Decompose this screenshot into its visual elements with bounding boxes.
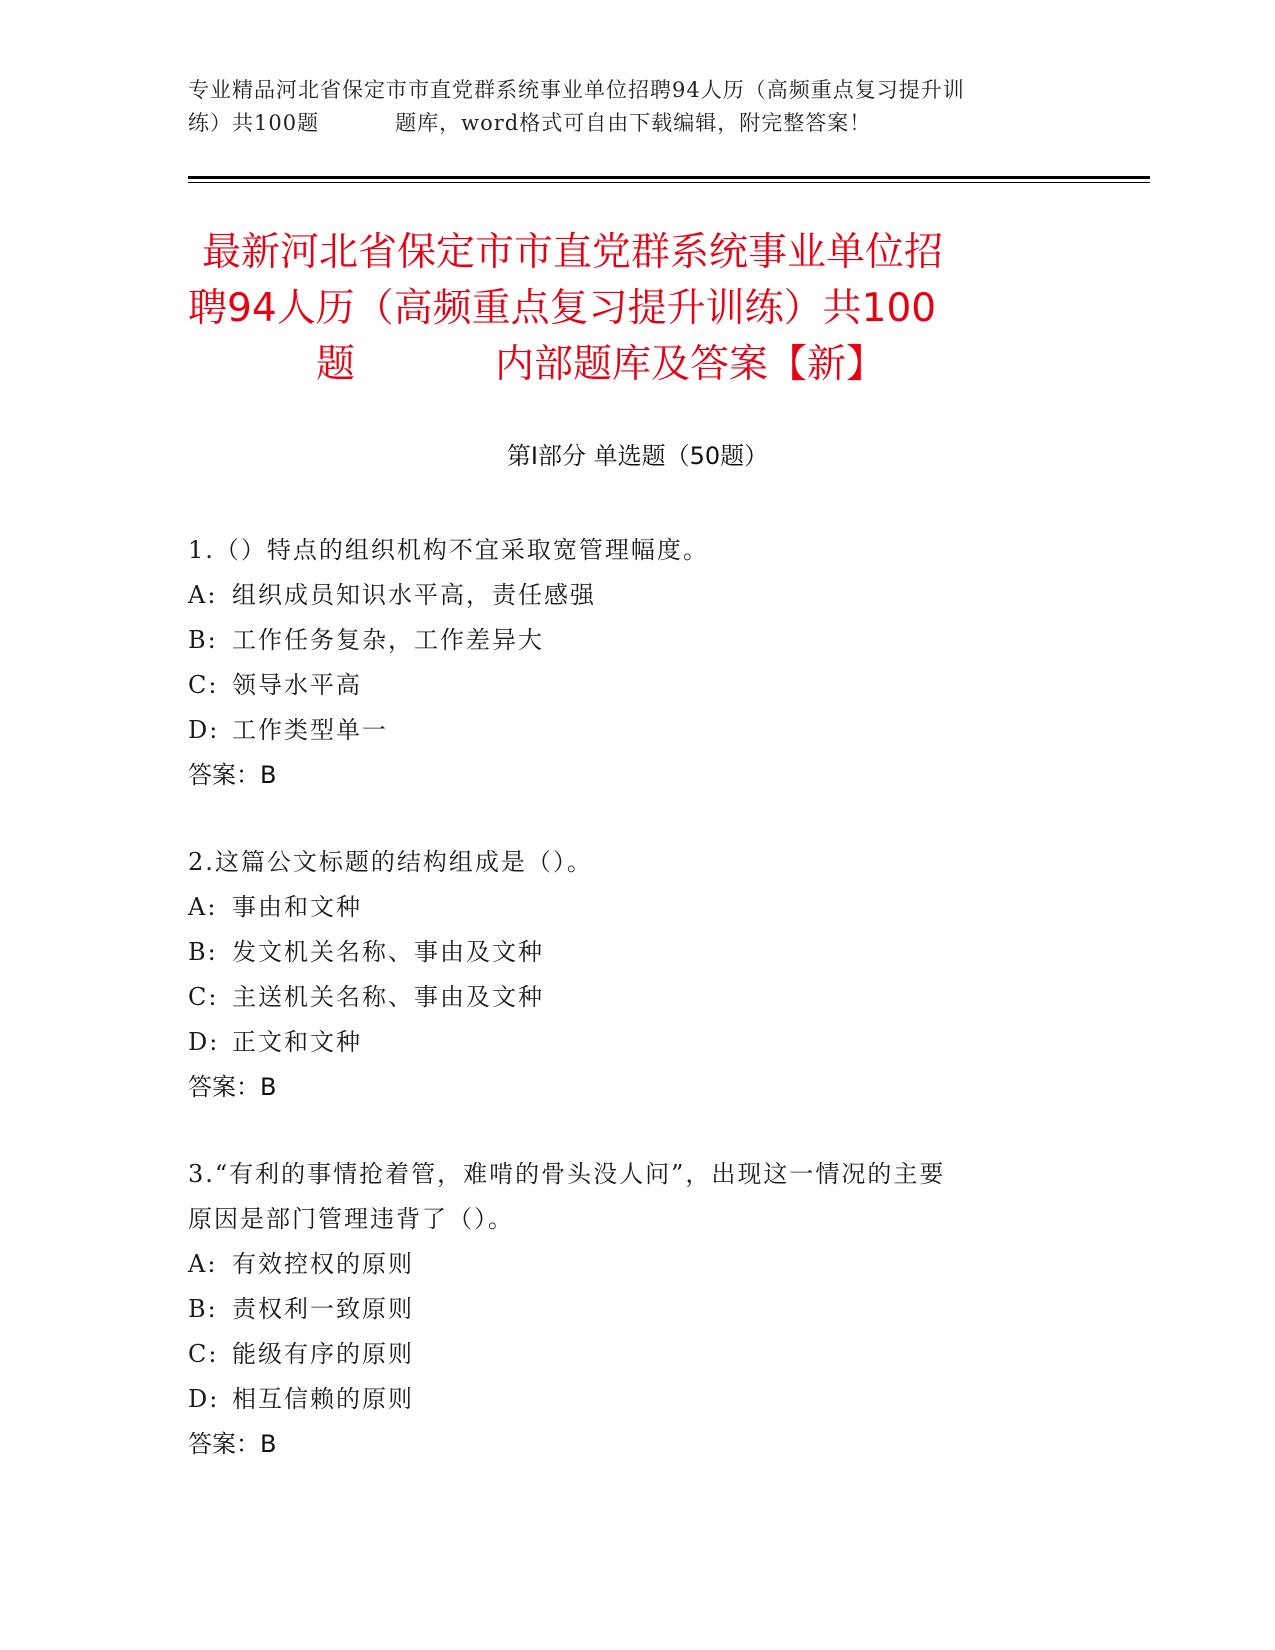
document-title-line-3-a: 题 — [316, 342, 356, 387]
option-text: 责权利一致原则 — [232, 1295, 414, 1323]
option-key: D: — [188, 1385, 220, 1413]
option-key: C: — [188, 983, 219, 1011]
option-text: 有效控权的原则 — [232, 1250, 414, 1278]
header-note-line-2 — [188, 107, 1088, 140]
option-d — [188, 1020, 1088, 1065]
question-item — [188, 528, 1088, 798]
document-title-line-2: 聘94人历（高频重点复习提升训练）共100 — [188, 286, 937, 331]
option-key: C: — [188, 1340, 219, 1368]
option-d — [188, 1377, 1088, 1422]
option-c — [188, 663, 1088, 708]
option-text: 工作类型单一 — [232, 716, 388, 744]
option-key: B: — [188, 626, 218, 654]
question-item — [188, 1152, 1088, 1467]
option-key: C: — [188, 671, 219, 699]
option-key: D: — [188, 1028, 220, 1056]
option-text: 正文和文种 — [232, 1028, 362, 1056]
header-divider-thin — [188, 182, 1150, 183]
header-divider-thick — [188, 176, 1150, 179]
question-stem: 3.“有利的事情抢着管，难啃的骨头没人问”，出现这一情况的主要 — [188, 1160, 946, 1188]
document-title-line-3-b: 内部题库及答案【新】 — [495, 342, 886, 387]
header-note-line-1: 专业精品河北省保定市市直党群系统事业单位招聘94人历（高频重点复习提升训 — [188, 78, 965, 102]
option-text: 工作任务复杂，工作差异大 — [232, 626, 544, 654]
document-title-line-3 — [188, 337, 1088, 393]
option-text: 领导水平高 — [232, 671, 362, 699]
option-text: 相互信赖的原则 — [232, 1385, 414, 1413]
answer-line: 答案：B — [188, 1430, 277, 1458]
option-text: 组织成员知识水平高，责任感强 — [232, 581, 596, 609]
option-c — [188, 975, 1088, 1020]
header-note-line-2-b: 题库，word格式可自由下载编辑，附完整答案！ — [395, 111, 872, 135]
option-a — [188, 1242, 1088, 1287]
question-item — [188, 840, 1088, 1110]
question-stem: 1.（）特点的组织机构不宜采取宽管理幅度。 — [188, 536, 709, 564]
document-title — [188, 225, 1088, 393]
option-key: A: — [188, 893, 218, 921]
option-a — [188, 885, 1088, 930]
question-list — [188, 528, 1088, 1509]
option-text: 主送机关名称、事由及文种 — [232, 983, 544, 1011]
section-heading: 第Ⅰ部分 单选题（50题） — [506, 442, 769, 470]
question-stem-continued: 原因是部门管理违背了（）。 — [188, 1205, 514, 1233]
option-b — [188, 618, 1088, 663]
option-key: D: — [188, 716, 220, 744]
answer-line: 答案：B — [188, 1073, 277, 1101]
option-d — [188, 708, 1088, 753]
option-text: 事由和文种 — [232, 893, 362, 921]
header-note — [188, 74, 1088, 140]
option-b — [188, 930, 1088, 975]
option-key: B: — [188, 1295, 218, 1323]
option-b — [188, 1287, 1088, 1332]
option-c — [188, 1332, 1088, 1377]
document-title-line-1: 最新河北省保定市市直党群系统事业单位招 — [202, 230, 944, 275]
answer-line: 答案：B — [188, 761, 277, 789]
option-key: A: — [188, 581, 218, 609]
question-stem: 2.这篇公文标题的结构组成是（）。 — [188, 848, 593, 876]
option-text: 能级有序的原则 — [232, 1340, 414, 1368]
option-text: 发文机关名称、事由及文种 — [232, 938, 544, 966]
option-key: A: — [188, 1250, 218, 1278]
option-a — [188, 573, 1088, 618]
option-key: B: — [188, 938, 218, 966]
header-note-line-2-a: 练）共100题 — [188, 111, 320, 135]
